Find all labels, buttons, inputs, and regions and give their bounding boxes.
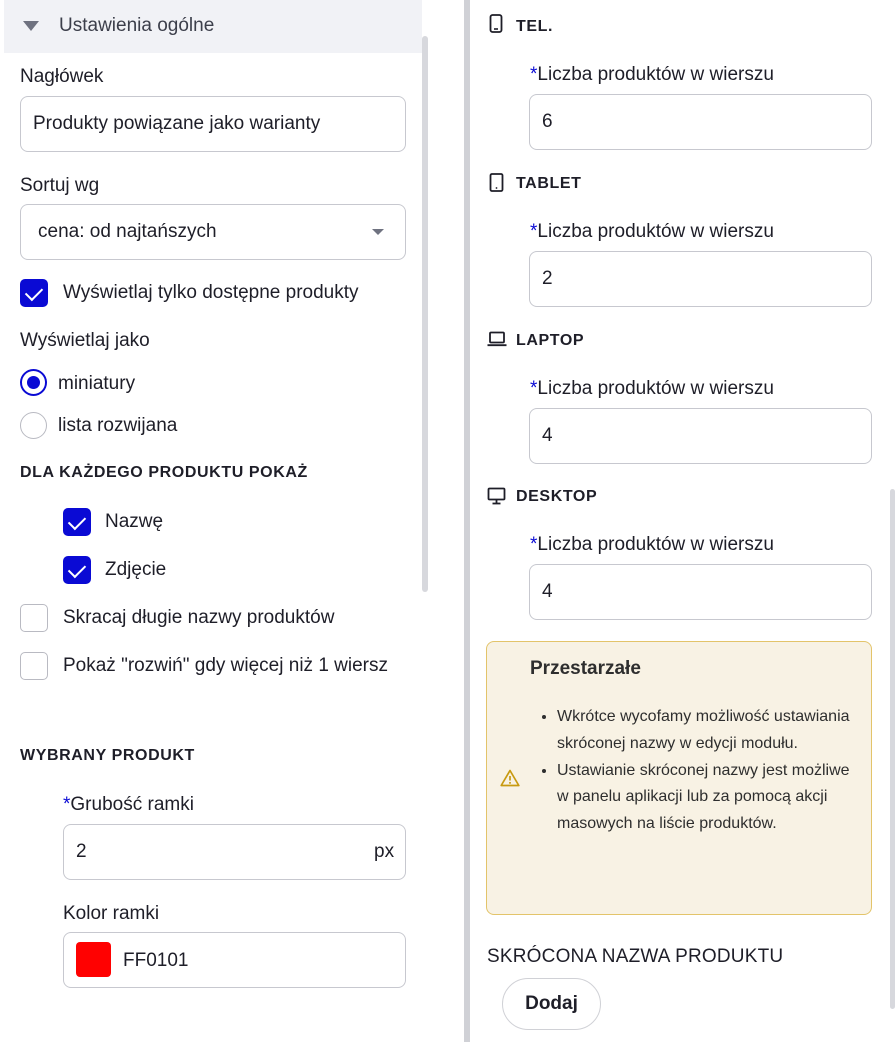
sort-label: Sortuj wg (20, 175, 100, 196)
selected-product-caption: WYBRANY PRODUKT (20, 747, 195, 764)
phone-columns-input[interactable] (529, 94, 872, 150)
header-input-value: Produkty powiązane jako warianty (33, 113, 321, 134)
device-field-label-text: Liczba produktów w wierszu (537, 534, 774, 555)
device-field-label-text: Liczba produktów w wierszu (537, 64, 774, 85)
general-settings-header[interactable] (4, 0, 422, 53)
device-name-phone: TEL. (516, 18, 554, 35)
header-input[interactable] (20, 96, 406, 152)
required-mark: * (530, 534, 538, 555)
show-name-checkbox[interactable] (63, 508, 91, 536)
sort-select-value: cena: od najtańszych (38, 221, 217, 242)
per-product-caption: DLA KAŻDEGO PRODUKTU POKAŻ (20, 464, 308, 481)
border-color-label: Kolor ramki (63, 903, 160, 924)
tablet-columns-input[interactable] (529, 251, 872, 307)
shorten-names-checkbox[interactable] (20, 604, 48, 632)
right-scrollbar[interactable] (890, 489, 895, 1009)
device-name-laptop: LAPTOP (516, 332, 585, 349)
deprecation-list (557, 704, 857, 838)
show-expand-checkbox[interactable] (20, 652, 48, 680)
device-name-desktop: DESKTOP (516, 488, 598, 505)
show-expand-label: Pokaż "rozwiń" gdy więcej niż 1 wiersz (63, 655, 388, 676)
show-name-label: Nazwę (105, 511, 164, 532)
deprecation-item: • Ustawianie skróconej nazwy jest możliwe w panelu aplikacji lub za pomocą akcji masowych na liście produktów. (557, 758, 857, 838)
border-width-input[interactable] (63, 824, 406, 880)
dropdown-caret-icon (372, 229, 384, 235)
sort-select[interactable] (20, 204, 406, 260)
short-name-caption: SKRÓCONA NAZWA PRODUKTU (487, 946, 784, 967)
panel-separator (464, 0, 470, 1042)
deprecation-item: • Wkrótce wycofamy możliwość ustawiania skróconej nazwy w edycji modułu. (557, 704, 857, 758)
desktop-columns-input[interactable] (529, 564, 872, 620)
border-width-label (63, 794, 194, 816)
required-mark: * (63, 794, 71, 815)
show-photo-checkbox[interactable] (63, 556, 91, 584)
desktop-icon (487, 487, 506, 505)
section-title: Ustawienia ogólne (59, 15, 215, 36)
radio-thumbnails[interactable] (20, 369, 47, 396)
device-field-label-tablet (530, 221, 774, 243)
color-swatch[interactable] (76, 942, 111, 977)
desktop-columns-value: 4 (542, 581, 553, 602)
laptop-columns-value: 4 (542, 425, 553, 446)
show-photo-label: Zdjęcie (105, 559, 167, 580)
settings-panel (0, 0, 430, 1042)
required-mark: * (530, 378, 538, 399)
radio-dropdown-list[interactable] (20, 412, 47, 439)
tablet-icon (489, 173, 504, 192)
add-short-name-button[interactable]: Dodaj (502, 978, 601, 1030)
device-field-label-phone (530, 64, 774, 86)
device-field-label-laptop (530, 378, 774, 400)
device-field-label-text: Liczba produktów w wierszu (537, 378, 774, 399)
radio-thumbnails-label: miniatury (58, 373, 136, 394)
display-as-label: Wyświetlaj jako (20, 330, 150, 351)
laptop-columns-input[interactable] (529, 408, 872, 464)
phone-icon (489, 14, 503, 33)
header-label: Nagłówek (20, 66, 104, 87)
only-available-checkbox[interactable] (20, 279, 48, 307)
device-name-tablet: TABLET (516, 175, 582, 192)
radio-dropdown-list-label: lista rozwijana (58, 415, 178, 436)
left-scrollbar[interactable] (422, 36, 428, 592)
deprecation-notice (486, 641, 872, 915)
phone-columns-value: 6 (542, 111, 553, 132)
device-field-label-text: Liczba produktów w wierszu (537, 221, 774, 242)
border-color-input[interactable] (63, 932, 406, 988)
border-width-label-text: Grubość ramki (70, 794, 194, 815)
border-color-value: FF0101 (123, 950, 189, 971)
required-mark: * (530, 221, 538, 242)
border-width-unit: px (374, 841, 395, 862)
border-width-value: 2 (76, 841, 87, 862)
deprecation-title: Przestarzałe (530, 658, 641, 679)
tablet-columns-value: 2 (542, 268, 553, 289)
required-mark: * (530, 64, 538, 85)
only-available-label: Wyświetlaj tylko dostępne produkty (63, 282, 359, 303)
caret-down-icon (23, 21, 39, 31)
warning-icon (500, 769, 520, 787)
device-field-label-desktop (530, 534, 774, 556)
laptop-icon (487, 331, 507, 347)
shorten-names-label: Skracaj długie nazwy produktów (63, 607, 335, 628)
